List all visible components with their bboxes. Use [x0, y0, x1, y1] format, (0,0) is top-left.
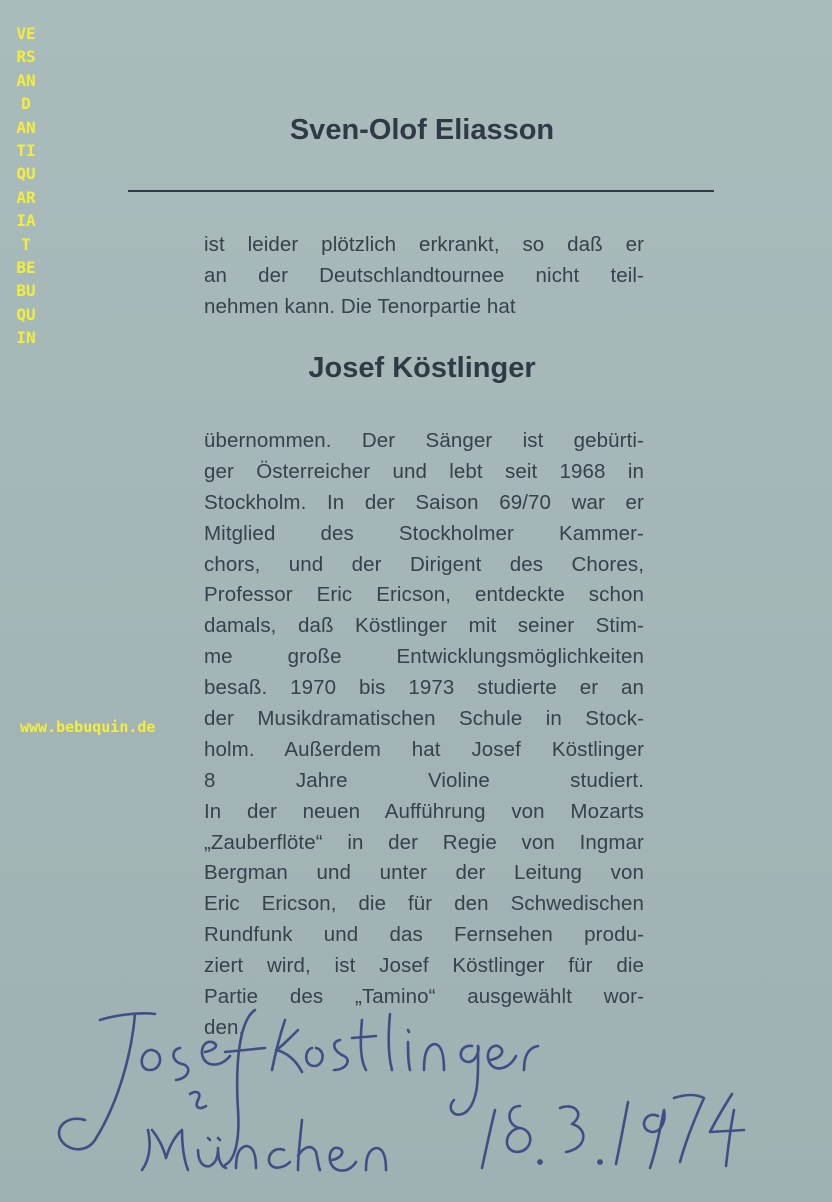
watermark-url: www.bebuquin.de	[20, 718, 156, 736]
text-line: nehmen kann. Die Tenorpartie hat	[204, 294, 516, 318]
text-line: an der Deutschlandtournee nicht teil-	[204, 263, 644, 287]
text-line: Rundfunk und das Fernsehen produ-	[204, 923, 644, 947]
paragraph-2	[204, 426, 644, 1044]
text-line: Stockholm. In der Saison 69/70 war er	[204, 490, 644, 514]
text-line: „Zauberflöte“ in der Regie von Ingmar	[204, 830, 644, 854]
text-line: der Musikdramatischen Schule in Stock-	[204, 707, 644, 731]
text-line: me große Entwicklungsmöglichkeiten	[204, 645, 644, 669]
text-line: besaß. 1970 bis 1973 studierte er an	[204, 676, 644, 700]
text-line: Professor Eric Ericson, entdeckte schon	[204, 583, 644, 607]
text-line: übernommen. Der Sänger ist gebürti-	[204, 429, 644, 452]
paragraph-1	[204, 230, 644, 323]
replacement-name-heading: Josef Köstlinger	[308, 352, 536, 384]
text-line: In der neuen Aufführung von Mozarts	[204, 799, 644, 823]
text-line: den.	[204, 1015, 245, 1039]
text-line: damals, daß Köstlinger mit seiner Stim-	[204, 614, 644, 638]
text-line: ger Österreicher und lebt seit 1968 in	[204, 459, 644, 483]
text-line: Eric Ericson, die für den Schwedischen	[204, 892, 644, 916]
text-line: ziert wird, ist Josef Köstlinger für die	[204, 954, 644, 978]
text-line: ist leider plötzlich erkrankt, so daß er	[204, 233, 644, 256]
text-line: Partie des „Tamino“ ausgewählt wor-	[204, 985, 644, 1009]
text-line: 8 Jahre Violine studiert.	[204, 768, 644, 792]
watermark-vertical-text: VERSAND ANTIQUARIAT BEBUQUIN	[16, 24, 36, 348]
title-divider	[128, 190, 714, 192]
text-line: chors, und der Dirigent des Chores,	[204, 552, 644, 576]
text-line: holm. Außerdem hat Josef Köstlinger	[204, 737, 644, 761]
handwritten-signature	[40, 990, 800, 1190]
text-line: Bergman und unter der Leitung von	[204, 861, 644, 885]
text-line: Mitglied des Stockholmer Kammer-	[204, 521, 644, 545]
page-title: Sven-Olof Eliasson	[289, 114, 555, 146]
